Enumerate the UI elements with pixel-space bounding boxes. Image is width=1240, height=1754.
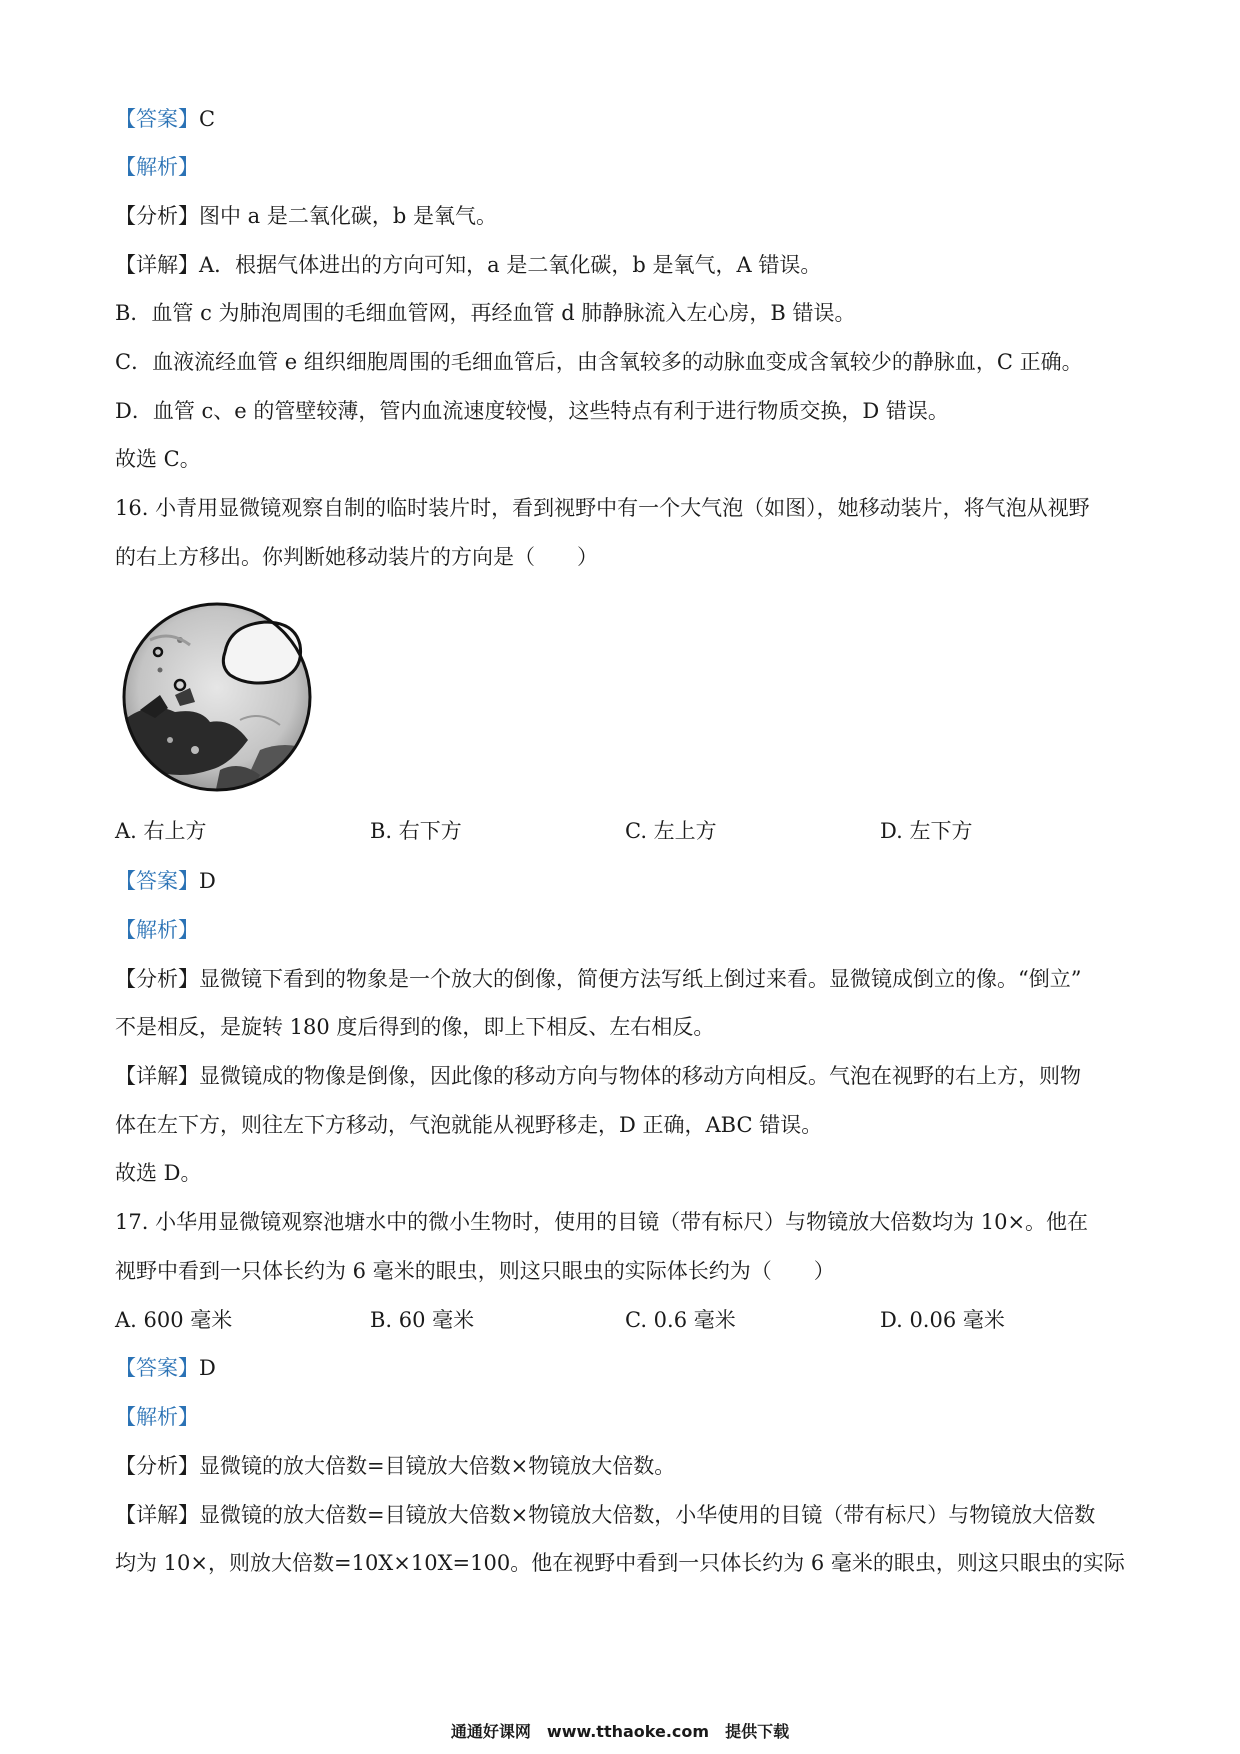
- q17-jiexi: [115, 1402, 1130, 1432]
- page-footer: 通通好课网 www.tthaoke.com 提供下载: [450, 1722, 790, 1741]
- jiexi-tag: 【解析】: [115, 155, 199, 179]
- analysis-text: 图中 a 是二氧化碳，b 是氧气。: [199, 204, 497, 228]
- q17-detail: [115, 1500, 1130, 1530]
- detail-tag: 【详解】: [115, 1064, 199, 1088]
- analysis-tag: 【分析】: [115, 967, 199, 991]
- q16-choose: 故选 D。: [115, 1161, 202, 1185]
- detail-text: 显微镜成的物像是倒像，因此像的移动方向与物体的移动方向相反。气泡在视野的右上方，则物: [199, 1064, 1081, 1088]
- q16-stem-2: 的右上方移出。你判断她移动装片的方向是（ ）: [115, 545, 598, 569]
- option-b: B. 右下方: [370, 819, 462, 843]
- answer-tag: 【答案】: [115, 869, 199, 893]
- detail-tag: 【详解】: [115, 253, 199, 277]
- option-d: D. 0.06 毫米: [880, 1308, 1005, 1332]
- analysis-tag: 【分析】: [115, 1454, 199, 1478]
- analysis-text: 显微镜的放大倍数=目镜放大倍数×物镜放大倍数。: [199, 1454, 676, 1478]
- q17-analysis: [115, 1451, 1130, 1481]
- answer-tag: 【答案】: [115, 107, 199, 131]
- option-a: A. 右上方: [115, 819, 207, 843]
- q17-answer: [115, 1353, 1130, 1383]
- jiexi-tag: 【解析】: [115, 918, 199, 942]
- q15-analysis: [115, 201, 1130, 231]
- answer-value: D: [199, 1356, 216, 1380]
- q17-detail-2: 均为 10×，则放大倍数=10X×10X=100。他在视野中看到一只体长约为 6 毫米的眼虫，则这只眼虫的实际: [115, 1551, 1125, 1575]
- detail-text: 显微镜的放大倍数=目镜放大倍数×物镜放大倍数，小华使用的目镜（带有标尺）与物镜放大倍数: [199, 1503, 1096, 1527]
- analysis-tag: 【分析】: [115, 204, 199, 228]
- q15-line-b: B．血管 c 为肺泡周围的毛细血管网，再经血管 d 肺静脉流入左心房，B 错误。: [115, 301, 856, 325]
- jiexi-tag: 【解析】: [115, 1405, 199, 1429]
- detail-text: A．根据气体进出的方向可知，a 是二氧化碳，b 是氧气，A 错误。: [199, 253, 822, 277]
- q15-choose: 故选 C。: [115, 447, 201, 471]
- q16-detail-2: 体在左下方，则往左下方移动，气泡就能从视野移走，D 正确，ABC 错误。: [115, 1113, 823, 1137]
- q16-answer: [115, 866, 1130, 896]
- q16-stem-1: 16. 小青用显微镜观察自制的临时装片时，看到视野中有一个大气泡（如图），她移动装片，将气泡从视野: [115, 496, 1090, 520]
- q15-line-d: D．血管 c、e 的管壁较薄，管内血流速度较慢，这些特点有利于进行物质交换，D 错误。: [115, 399, 949, 423]
- q16-detail: [115, 1061, 1130, 1091]
- answer-value: D: [199, 869, 216, 893]
- detail-tag: 【详解】: [115, 1503, 199, 1527]
- q15-line-c: C．血液流经血管 e 组织细胞周围的毛细血管后，由含氧较多的动脉血变成含氧较少的静脉血，C 正确。: [115, 350, 1083, 374]
- option-d: D. 左下方: [880, 819, 973, 843]
- option-c: C. 左上方: [625, 819, 717, 843]
- q16-jiexi: [115, 915, 1130, 945]
- q16-analysis: [115, 964, 1130, 994]
- q15-answer: [115, 104, 1130, 134]
- microscope-field-image: [120, 600, 314, 794]
- answer-tag: 【答案】: [115, 1356, 199, 1380]
- analysis-text: 显微镜下看到的物象是一个放大的倒像，简便方法写纸上倒过来看。显微镜成倒立的像。“倒立”: [199, 967, 1082, 991]
- q15-jiexi: [115, 152, 1130, 182]
- q15-detail: [115, 250, 1130, 280]
- option-b: B. 60 毫米: [370, 1308, 475, 1332]
- option-a: A. 600 毫米: [115, 1308, 233, 1332]
- q17-stem-1: 17. 小华用显微镜观察池塘水中的微小生物时，使用的目镜（带有标尺）与物镜放大倍数均为 10×。他在: [115, 1210, 1089, 1234]
- answer-value: C: [199, 107, 216, 131]
- q17-stem-2: 视野中看到一只体长约为 6 毫米的眼虫，则这只眼虫的实际体长约为（ ）: [115, 1259, 835, 1283]
- option-c: C. 0.6 毫米: [625, 1308, 736, 1332]
- q16-analysis-2: 不是相反，是旋转 180 度后得到的像，即上下相反、左右相反。: [115, 1015, 715, 1039]
